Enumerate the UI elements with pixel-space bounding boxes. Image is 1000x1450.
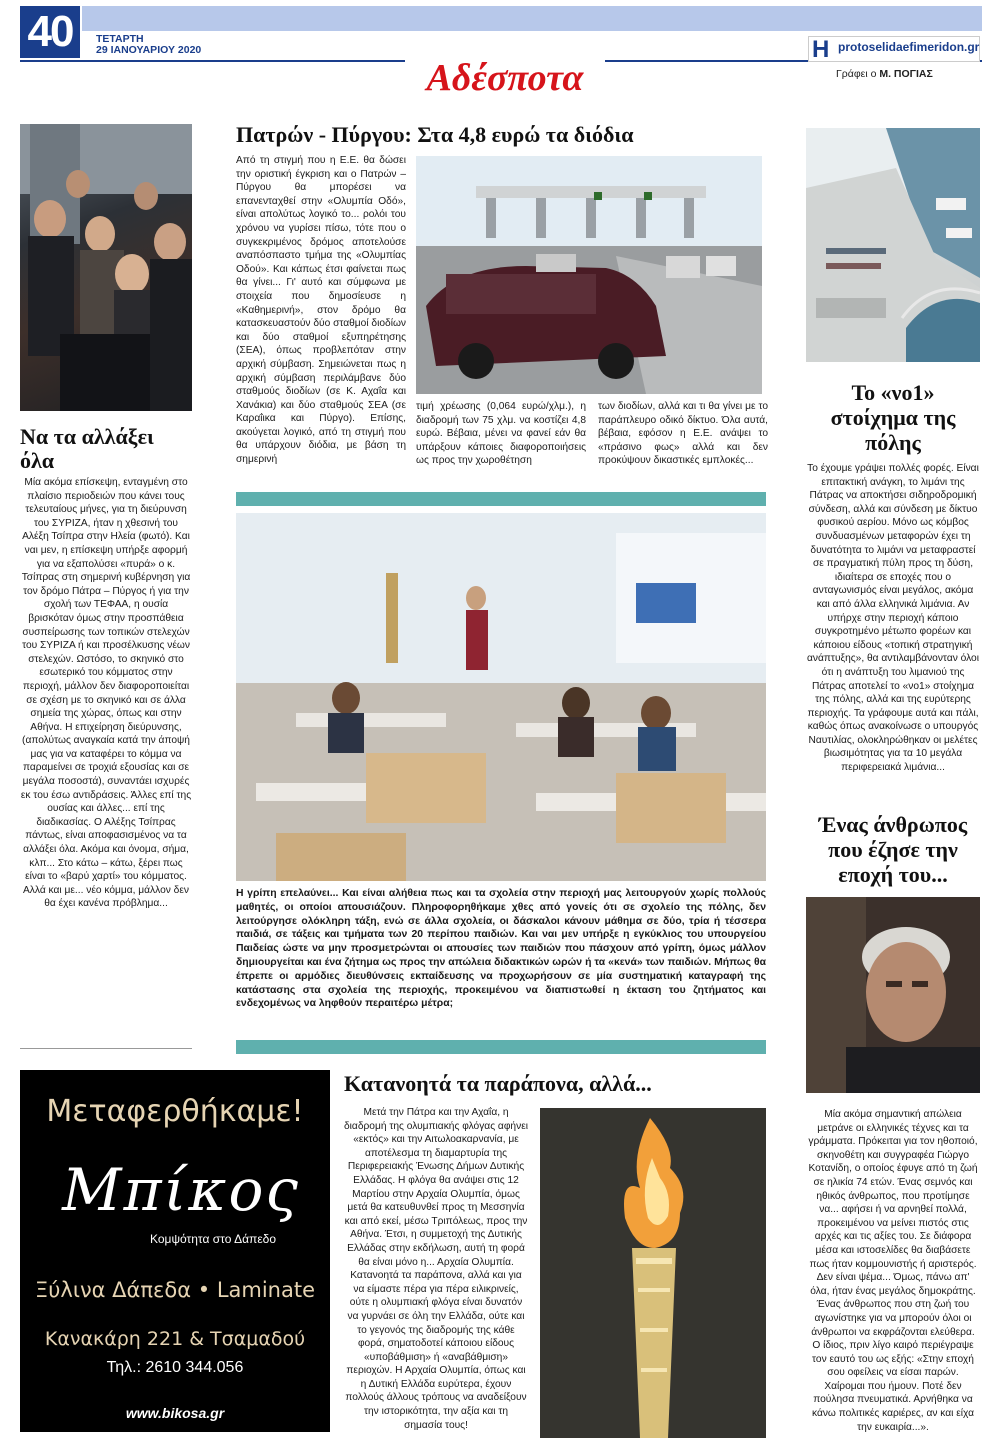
port-story-body: Το έχουμε γράψει πολλές φορές. Είναι επιτακτική ανάγκη, το λιμάνι της Πάτρας να αποκτήσει σιδηροδρομική σύνδεση, αλλά και σύνδεση με δίκτυο φυσικού αερίου. Μόνο ως κόμβος συνδυασμένων μεταφορών έχει τη δυνατότητα το λιμάνι να μεταφραστεί σε πραγματική πύλη προς τη δύση, ιδιαίτερα σε εποχές που ο ανταγωνισμός είναι μεγάλος, ακόμα και από άλλα ελληνικά λιμάνια. Αν υπήρχε στην περιοχή κάποιο συγκροτημένο μέτωπο φορέων και κάποιου είδους «τοπική στρατηγική ανάπτυξης», θα αντιλαμβάνονταν όλοι ότι η ανάπτυξη του λιμανιού της Πάτρας αποτελεί το «νο1» στοίχημα της πόλης, αλλά και της ευρύτερης περιοχής. Τα γράφουμε αυτά και πάλι, καθώς όπως ανακοίνωσε ο υπουργός Ναυτιλίας, ολοκληρώθηκαν οι μελέτες βιωσιμότητας για τα 10 μεγάλα περιφερειακά λιμάνια... xyxy=(807,463,979,774)
toll-story-body-col2: τιμή χρέωσης (0,064 ευρώ/χλμ.), η διαδρομή των 75 χλμ. να κοστίζει 4,8 ευρώ. Βέβαια, μένει να φανεί εάν θα υπάρξουν κάποιες διαφοροποιήσεις ως προς την χωροθέτηση xyxy=(416,401,586,467)
obituary-title: Ένας άνθρωπος που έζησε την εποχή του... xyxy=(818,812,968,887)
teal-divider-bottom xyxy=(236,1040,766,1054)
ad-website-link[interactable]: www.bikosa.gr xyxy=(125,1405,225,1421)
byline-prefix: Γράφει ο xyxy=(836,68,877,80)
port-aerial-photo xyxy=(806,128,980,362)
byline-author: Μ. ΠΟΓΙΑΣ xyxy=(879,68,933,80)
ad-tagline: Κομψότητα στο Δάπεδο xyxy=(150,1232,277,1246)
olympic-torch-photo xyxy=(540,1108,766,1438)
left-story-body: Μία ακόμα επίσκεψη, ενταγμένη στο πλαίσιο περιοδειών που κάνει τους τελευταίους μήνες, για τη διεύρυνση του ΣΥΡΙΖΑ, ήταν η χθεσινή του Αλέξη Τσίπρα στην Ηλεία (φωτό). Και ναι μεν, η επίσκεψη υπήρξε αφορμή για να εξαπολύσει «πυρά» ο κ. Τσίπρας στη σημερινή κυβέρνηση για τον δρόμο Πάτρα – Πύργος ή για την σχολή των ΤΕΦΑΑ, η ουσία βρισκόταν όμως στην προσπάθεια συσπείρωσης των τοπικών στελεχών του ΣΥΡΙΖΑ ή και προσέλκυσης νέων στελεχών. Ωστόσο, το σκηνικό στο εσωτερικό του κόμματος στην περιοχή, μάλλον δεν διαφοροποιείται σε σχέση με το σκηνικό και σε άλλα σημεία της χώρας, όπως και στην Αθήνα. Η επιχείρηση διεύρυνσης, (απολύτως αναγκαία κατά την άποψή μας για να καταφέρει το κόμμα να παραμείνει σε τροχιά εξουσίας και σε μεγάλα ποσοστά), συναντάει ισχυρές εκ του έσω αντιδράσεις. Άλλες επί της ουσίας και άλλες... επί της διαδικασίας. Ο Αλέξης Τσίπρας πάντως, είναι αποφασισμένος να τα αλλάξει όλα. Ακόμα και όνομα, σήμα, κλπ... Στο κάτω – κάτω, ξέρει πως είναι το «βαρύ χαρτί» του κόμματος. Αλλά και με... νέο κόμμα, μάλλον δεν θα έχει κανένα πρόβλημα... xyxy=(20,477,192,910)
port-illustration xyxy=(806,128,980,362)
port-story-title: Το «νο1» στοίχημα της πόλης xyxy=(830,380,956,455)
torch-story-title: Κατανοητά τα παράπονα, αλλά... xyxy=(344,1071,652,1096)
torch-illustration xyxy=(540,1108,766,1438)
ad-headline: Μεταφερθήκαμε! xyxy=(46,1094,304,1129)
left-story-title: Να τα αλλάξει όλα xyxy=(20,424,154,473)
politician-crowd-photo xyxy=(20,124,192,411)
header-day: ΤΕΤΑΡΤΗ xyxy=(96,33,144,45)
toll-story-title: Πατρών - Πύργου: Στα 4,8 ευρώ τα διόδια xyxy=(236,122,634,147)
masthead-logo-text[interactable]: protoselidaefimeridon.gr xyxy=(838,40,980,54)
toll-booth-illustration xyxy=(416,156,762,394)
toll-story-body-col3: των διοδίων, αλλά και τι θα γίνει με το παράπλευρο οδικό δίκτυο. Όλα αυτά, βέβαια, εφόσον η Ε.Ε. ανάψει το «πράσινο φως» αλλά και δεν προκύψουν δικαστικές εμπλοκές... xyxy=(598,401,768,467)
crowd-illustration xyxy=(20,124,192,411)
ad-address: Κανακάρη 221 & Τσαμαδού xyxy=(44,1328,306,1350)
obituary-body: Μία ακόμα σημαντική απώλεια μετράνε οι ελληνικές τέχνες και τα γράμματα. Πρόκειται για τον ηθοποιό, σκηνοθέτη και συγγραφέα Γιώργο Κοτανίδη, ο οποίος έφυγε από τη ζωή σε ηλικία 74 ετών. Ένας σεμνός και ηθικός άνθρωπος, που προτίμησε να... αφήσει ή να αρνηθεί πολλά, προκειμένου να μείνει πιστός στις αρχές και τις αξίες του. Σε διάφορα μέσα και ιστοσελίδες θα διαβάσετε πως ήταν κομμουνιστής ή αριστερός. Δεν είναι ψέμα... Όμως, πάνω απ' όλα, ήταν ένας μεγάλος δημοκράτης. Ένας άνθρωπος που στη ζωή του αγωνίστηκε για να μπορούν όλοι οι άνθρωποι να εκφράζονται ελεύθερα. Ο ίδιος, πριν λίγο καιρό περιέγραψε τον εαυτό του ως εξής: «Στην εποχή σου οφείλεις να είσαι παρών. Χαίρομαι που ήμουν. Ποτέ δεν πούλησα πνευματικά. Αρνήθηκα να κάνω πολιτικές καριέρες, αν και είχα την ευκαιρία...». xyxy=(808,1109,978,1433)
toll-story-body-col1: Από τη στιγμή που η Ε.Ε. θα δώσει την οριστική έγκριση και ο Πατρών – Πύργου θα μπορέσει να επανενταχθεί στην «Ολυμπία Οδό», είναι απολύτως λογικό το... ρολόι του χρόνου να γυρίσει πίσω, τότε που ο συγκεκριμένος δρόμος αποτελούσε αναπόσπαστο τμήμα της «Ολυμπίας Οδού». Και κάπως έτσι φαίνεται πως θα γίνει... Γι' αυτό και σύμφωνα με στοιχεία που δημοσίευσε η «Καθημερινή», στον δρόμο θα κατασκευαστούν δύο σταθμοί διοδίων και δύο σταθμοί εξυπηρέτησης (ΣΕΑ), όπως προβλεπόταν στην αρχική σύμβαση. Σημειώνεται πως η αρχική σύμβαση περιλάμβανε δύο σταθμούς διοδίων (σε Κ. Αχαΐα και Χανάκια) και δύο σταθμούς ΣΕΑ (σε Καραΐικα και Πύργο). Επίσης, ακούγεται λογικό, από τη στιγμή που θα υπάρχουν διόδια, με βάση τη σημερινή xyxy=(236,155,406,466)
section-title: Αδέσποτα xyxy=(405,56,605,100)
obituary-portrait-photo xyxy=(806,897,980,1093)
ad-phone: Τηλ.: 2610 344.056 xyxy=(106,1359,244,1376)
page-number: 40 xyxy=(20,6,80,58)
classroom-illustration xyxy=(236,513,766,881)
school-story-caption: Η γρίπη επελαύνει... Και είναι αλήθεια πως και τα σχολεία στην περιοχή μας λειτουργούν χωρίς πολλούς μαθητές, οι οποίοι απουσιάζουν. Πληροφορηθήκαμε χθες από γονείς ότι σε σχολείο της πόλης, δεν λειτούργησε ολόκληρη τάξη, ενώ σε άλλα σχολεία, οι δάσκαλοι κάνουν μάθημα σε δύο, τρία ή τέσσερα παιδιά, σε τάξεις και τμήματα των 20 περίπου παιδιών. Και ναι μεν υπήρξε η εγκύκλιος του υπουργείου Παιδείας ώστε να μην προσμετρώνται οι απουσίες των παιδιών που πάσχουν από γρίπη, όμως μάλλον δημιουργείται και ένα ζήτημα ως προς την απώλεια διδακτικών ωρών ή τα «κενά» των παιδιών. Μήπως θα έπρεπε οι αρμόδιες διευθύνσεις εκπαίδευσης να προχωρήσουν σε μία συστηματική καταγραφή της κατάστασης στα σχολεία της περιοχής, προκειμένου να διαπιστωθεί η έκταση του ζητήματος και ενδεχομένως να ληφθούν περαιτέρω μέτρα; xyxy=(236,888,766,1010)
portrait-illustration xyxy=(806,897,980,1093)
toll-station-photo xyxy=(416,156,762,394)
ad-products: Ξύλινα Δάπεδα • Laminate xyxy=(34,1278,316,1302)
left-column-divider xyxy=(20,1048,192,1049)
classroom-photo xyxy=(236,513,766,881)
torch-story-body: Μετά την Πάτρα και την Αχαΐα, η διαδρομή της ολυμπιακής φλόγας αφήνει «εκτός» και την Αιτωλοακαρνανία, με αποτέλεσμα τη διαμαρτυρία της Περιφερειακής Ένωσης Δήμων Δυτικής Ελλάδας. Η φλόγα θα ανάψει στις 12 Μαρτίου στην Αρχαία Ολυμπία, όμως μετά θα κατευθυνθεί προς τη Μεσσηνία και από εκεί, μέσω Τριπόλεως, προς την Αθήνα. Έτσι, η συμμετοχή της Δυτικής Ελλάδας στην εκδήλωση, αυτή τη φορά θα είναι μόνο η... Αρχαία Ολυμπία. Κατανοητά τα παράπονα, αλλά και για να είμαστε πέρα για πέρα ειλικρινείς, ούτε η ολυμπιακή φλόγα είναι δυνατόν να γυρνάει σε όλη την Ελλάδα, ούτε και το γεγονός της διαδρομής της κάθε φορά, σηματοδοτεί κάποιου είδους «υποβάθμιση» ή «αναβάθμιση» περιοχών. Η Αρχαία Ολυμπία, όπως και η Δυτική Ελλάδα ευρύτερα, έχουν πολλούς άλλους τρόπους να αναδείξουν την ιστορικότητα, την αξία και τη σημασία τους! xyxy=(344,1107,528,1431)
ad-brand-logo: Μπίκος xyxy=(62,1156,300,1224)
header-date: 29 ΙΑΝΟΥΑΡΙΟΥ 2020 xyxy=(96,44,202,56)
teal-divider-top xyxy=(236,492,766,506)
column-byline xyxy=(836,68,933,80)
header-rule xyxy=(82,6,982,31)
masthead-logo-letter: Η xyxy=(812,36,830,63)
